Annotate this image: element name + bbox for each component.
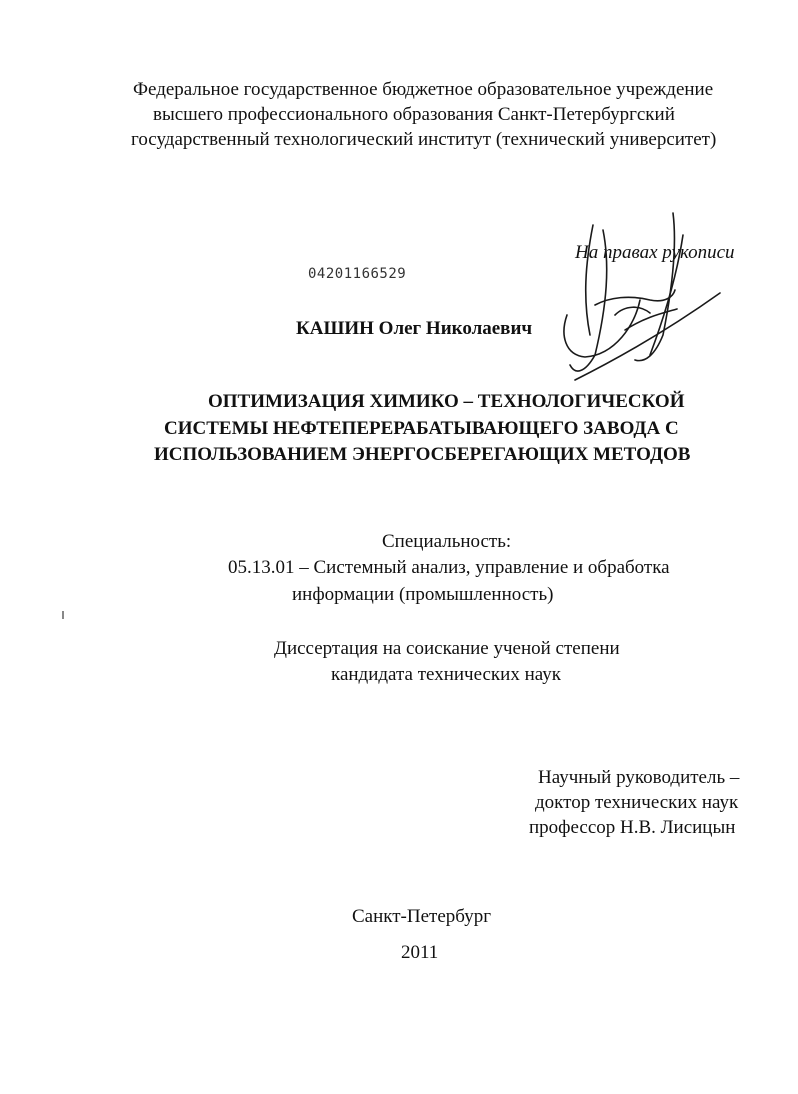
specialty-label: Специальность: xyxy=(382,531,512,552)
supervisor-line-2: доктор технических наук xyxy=(535,792,739,813)
catalog-number: 04201166529 xyxy=(308,266,407,282)
supervisor-line-3: профессор Н.В. Лисицын xyxy=(529,817,736,838)
institution-line-1: Федеральное государственное бюджетное образовательное учреждение xyxy=(133,79,714,100)
manuscript-rights-note: На правах рукописи xyxy=(575,242,735,263)
institution-line-3: государственный технологический институт (технический университет) xyxy=(131,129,717,150)
supervisor-line-1: Научный руководитель – xyxy=(538,767,740,788)
specialty-code-line-1: 05.13.01 – Системный анализ, управление и обработка xyxy=(228,557,670,578)
thesis-title-line-3: ИСПОЛЬЗОВАНИЕМ ЭНЕРГОСБЕРЕГАЮЩИХ МЕТОДОВ xyxy=(154,444,691,465)
year: 2011 xyxy=(401,942,439,963)
scan-speck xyxy=(62,611,64,619)
thesis-title-line-1: ОПТИМИЗАЦИЯ ХИМИКО – ТЕХНОЛОГИЧЕСКОЙ xyxy=(208,391,685,412)
degree-line-2: кандидата технических наук xyxy=(331,664,561,685)
institution-line-2: высшего профессионального образования Санкт-Петербургский xyxy=(153,104,675,125)
author-name: КАШИН Олег Николаевич xyxy=(296,318,533,339)
thesis-title-line-2: СИСТЕМЫ НЕФТЕПЕРЕРАБАТЫВАЮЩЕГО ЗАВОДА С xyxy=(164,418,679,439)
specialty-code-line-2: информации (промышленность) xyxy=(292,584,554,605)
degree-line-1: Диссертация на соискание ученой степени xyxy=(274,638,620,659)
city: Санкт-Петербург xyxy=(352,906,492,927)
handwritten-signature xyxy=(555,205,745,390)
